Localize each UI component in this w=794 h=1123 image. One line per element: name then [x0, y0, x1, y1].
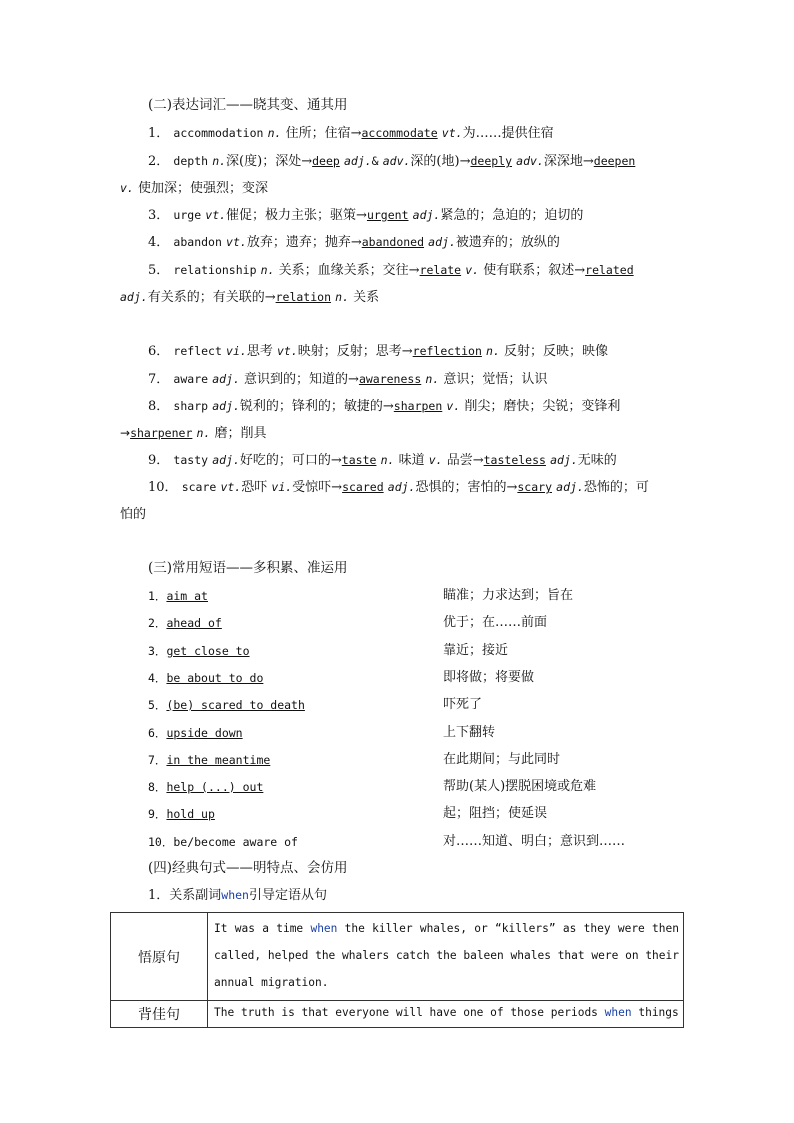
meaning: 味道 [398, 453, 425, 468]
meaning: 好吃的；可口的→ [239, 453, 342, 468]
pos: n. [267, 126, 282, 140]
vocab-item-8-cont [120, 424, 680, 443]
headword: tasty [173, 453, 209, 467]
section-heading-vocabulary: (二)表达词汇——晓其变、通其用 [148, 97, 348, 113]
sentence-text: The truth is that everyone will have one of those periods [214, 1006, 605, 1019]
phrase-item [148, 778, 263, 796]
meaning: 紧急的；急迫的；迫切的 [440, 208, 584, 223]
vocab-item-10-cont [120, 506, 680, 524]
meaning: 被遗弃的；放纵的 [455, 235, 560, 250]
pos: n. [196, 426, 211, 440]
vocab-item-2 [148, 152, 708, 171]
derived-word: reflection [412, 344, 482, 358]
item-number: 10． [148, 480, 178, 495]
item-number: 1． [148, 589, 167, 603]
derived-word: related [585, 263, 634, 277]
pos: vt. [205, 208, 227, 222]
phrase: help (...) out [166, 780, 264, 794]
phrase: aim at [166, 589, 208, 603]
item-number: 1． [148, 126, 170, 141]
item-number: 4． [148, 235, 170, 250]
pos: vt. [276, 344, 298, 358]
vocab-item-1 [148, 124, 708, 143]
keyword: when [310, 922, 338, 935]
pos: adv. [516, 154, 544, 168]
sentence-cell [208, 1001, 684, 1028]
phrase-meaning: 对……知道、明白；意识到…… [443, 834, 626, 849]
meaning: 反射；反映；映像 [504, 344, 609, 359]
sentence-text: It was a time [214, 922, 311, 935]
meaning: 磨；削具 [214, 426, 267, 441]
headword: scare [181, 480, 217, 494]
phrase: be about to do [166, 671, 264, 685]
pos: adj. [212, 372, 240, 386]
pos: v. [446, 399, 461, 413]
meaning: 关系；血缘关系；交往→ [278, 263, 420, 278]
item-number: 6． [148, 726, 167, 740]
headword: urge [173, 208, 202, 222]
meaning: 使有联系；叙述→ [483, 263, 586, 278]
item-number: 6． [148, 344, 170, 359]
vocab-item-4 [148, 233, 708, 252]
derived-word: relation [275, 290, 331, 304]
derived-word: deeply [470, 154, 513, 168]
derived-word: accommodate [361, 126, 438, 140]
pos: v. [465, 263, 480, 277]
phrase-meaning: 瞄准；力求达到；旨在 [443, 588, 574, 603]
phrase-item [148, 696, 305, 714]
pos: n. [212, 154, 227, 168]
pos: adj. [412, 208, 441, 222]
headword: relationship [173, 263, 257, 277]
phrase-meaning: 起；阻挡；使延误 [443, 806, 548, 821]
derived-word: taste [341, 453, 377, 467]
keyword: when [221, 888, 249, 902]
item-number: 7． [148, 753, 167, 767]
vocab-item-9 [148, 451, 708, 470]
phrase-item [148, 833, 298, 851]
sentence-table [110, 912, 684, 1028]
phrase-meaning: 吓死了 [443, 697, 483, 712]
vocab-item-8 [148, 397, 708, 416]
vocab-item-5-cont [120, 288, 680, 307]
pos: vi. [226, 344, 247, 358]
meaning: 受惊吓→ [292, 480, 343, 495]
keyword: when [604, 1006, 632, 1019]
derived-word: scary [517, 480, 552, 494]
item-number: 3． [148, 644, 167, 658]
derived-word: sharpen [393, 399, 443, 413]
pos: vt. [220, 480, 242, 494]
derived-word: awareness [358, 372, 422, 386]
phrase-meaning: 即将做；将要做 [443, 670, 535, 685]
phrase-meaning: 在此期间；与此同时 [443, 752, 561, 767]
vocab-item-10 [148, 478, 708, 497]
subheading-label: 1．关系副词 [148, 888, 222, 903]
phrase: (be) scared to death [166, 698, 305, 712]
derived-word: scared [342, 480, 384, 494]
meaning: 恐吓 [241, 480, 268, 495]
pos: adj. [387, 480, 416, 494]
pos: vt. [441, 126, 463, 140]
phrase: hold up [166, 807, 215, 821]
meaning: 意识到的；知道的→ [244, 372, 359, 387]
phrase: get close to [166, 644, 250, 658]
item-number: 10． [148, 835, 174, 849]
meaning: 恐怖的；可 [583, 480, 649, 495]
headword: sharp [173, 399, 209, 413]
sentence-subheading [148, 886, 708, 905]
subheading-label: 引导定语从句 [248, 888, 327, 903]
pos: vt. [226, 235, 247, 249]
section-heading-sentences: (四)经典句式——明特点、会仿用 [148, 860, 348, 876]
pos: adj. [550, 453, 578, 467]
phrase: in the meantime [166, 753, 271, 767]
item-number: 5． [148, 698, 167, 712]
pos: adj. [428, 235, 456, 249]
table-row [111, 1001, 684, 1028]
pos: adj. [212, 453, 240, 467]
arrow-icon: → [120, 426, 131, 440]
derived-word: deep [312, 154, 340, 168]
phrase-item [148, 805, 215, 823]
pos: adj. [212, 399, 240, 413]
item-number: 2． [148, 154, 170, 169]
phrase: be/become aware of [173, 835, 298, 849]
pos: v. [428, 453, 443, 467]
headword: reflect [173, 344, 222, 358]
phrase-item [148, 642, 250, 660]
pos: adj. [556, 480, 584, 494]
item-number: 9． [148, 807, 167, 821]
phrase-meaning: 优于；在……前面 [443, 615, 548, 630]
meaning: 削尖；磨快；尖锐；变锋利 [464, 399, 621, 414]
meaning: 深的(地)→ [410, 154, 471, 169]
item-number: 7． [148, 372, 170, 387]
derived-word: abandoned [361, 235, 425, 249]
meaning: 深深地→ [543, 154, 594, 169]
phrase: ahead of [166, 616, 222, 630]
meaning: 恐惧的；害怕的→ [415, 480, 518, 495]
vocab-item-7 [148, 370, 708, 389]
item-number: 8． [148, 399, 170, 414]
vocab-item-2-cont [120, 179, 680, 198]
phrase-item [148, 751, 270, 769]
headword: accommodation [173, 126, 264, 140]
meaning: 住所；住宿→ [285, 126, 362, 141]
derived-word: deepen [593, 154, 636, 168]
meaning: 放弃；遗弃；抛弃→ [246, 235, 362, 250]
pos: n. [260, 263, 275, 277]
pos: n. [335, 290, 349, 304]
meaning: 深(度)；深处→ [226, 154, 313, 169]
phrase-meaning: 上下翻转 [443, 725, 496, 740]
derived-word: urgent [366, 208, 409, 222]
item-number: 9． [148, 453, 170, 468]
sentence-cell [208, 913, 684, 1001]
headword: depth [173, 154, 209, 168]
pos: n. [425, 372, 440, 386]
row-label: 背佳句 [111, 1001, 208, 1028]
phrase-item [148, 724, 243, 742]
meaning: 催促；极力主张；驱策→ [226, 208, 367, 223]
meaning: 锐利的；锋利的；敏捷的→ [239, 399, 394, 414]
pos: n. [380, 453, 395, 467]
meaning: 为……提供住宿 [462, 126, 554, 141]
item-number: 8． [148, 780, 167, 794]
meaning: 意识；觉悟；认识 [443, 372, 548, 387]
phrase-item [148, 587, 208, 605]
headword: aware [173, 372, 209, 386]
phrase-item [148, 614, 222, 632]
meaning: 关系 [353, 290, 380, 305]
vocab-item-3 [148, 206, 708, 225]
phrase: upside down [166, 726, 243, 740]
headword: abandon [173, 235, 222, 249]
meaning: 怕的 [120, 507, 147, 522]
table-row [111, 913, 684, 1001]
ampersand: & [371, 154, 379, 168]
phrase-item [148, 669, 263, 687]
item-number: 4． [148, 671, 167, 685]
derived-word: sharpener [130, 426, 193, 440]
vocab-item-5 [148, 261, 708, 280]
phrase-meaning: 靠近；接近 [443, 643, 509, 658]
section-heading-phrases: (三)常用短语——多积累、准运用 [148, 560, 348, 576]
derived-word: relate [419, 263, 462, 277]
meaning: 使加深；使强烈；变深 [138, 181, 269, 196]
meaning: 品尝→ [446, 453, 484, 468]
meaning: 映射；反射；思考→ [297, 344, 413, 359]
pos: adj. [343, 154, 372, 168]
item-number: 5． [148, 263, 170, 278]
derived-word: tasteless [483, 453, 546, 467]
pos: adj. [120, 290, 148, 304]
vocab-item-6 [148, 342, 708, 361]
sentence-text: the killer whales, or “killers” as they were then called, helped the whalers catch the baleen whales that were on their annual migration. [214, 922, 680, 989]
item-number: 2． [148, 616, 167, 630]
pos: vi. [271, 480, 293, 494]
pos: v. [120, 181, 134, 195]
pos: n. [486, 344, 500, 358]
item-number: 3． [148, 208, 170, 223]
sentence-text: things [631, 1006, 679, 1019]
meaning: 有关系的；有关联的→ [147, 290, 276, 305]
phrase-meaning: 帮助(某人)摆脱困境或危难 [443, 779, 597, 794]
row-label: 悟原句 [111, 913, 208, 1001]
pos: adv. [382, 154, 411, 168]
meaning: 思考 [246, 344, 273, 359]
meaning: 无味的 [577, 453, 617, 468]
